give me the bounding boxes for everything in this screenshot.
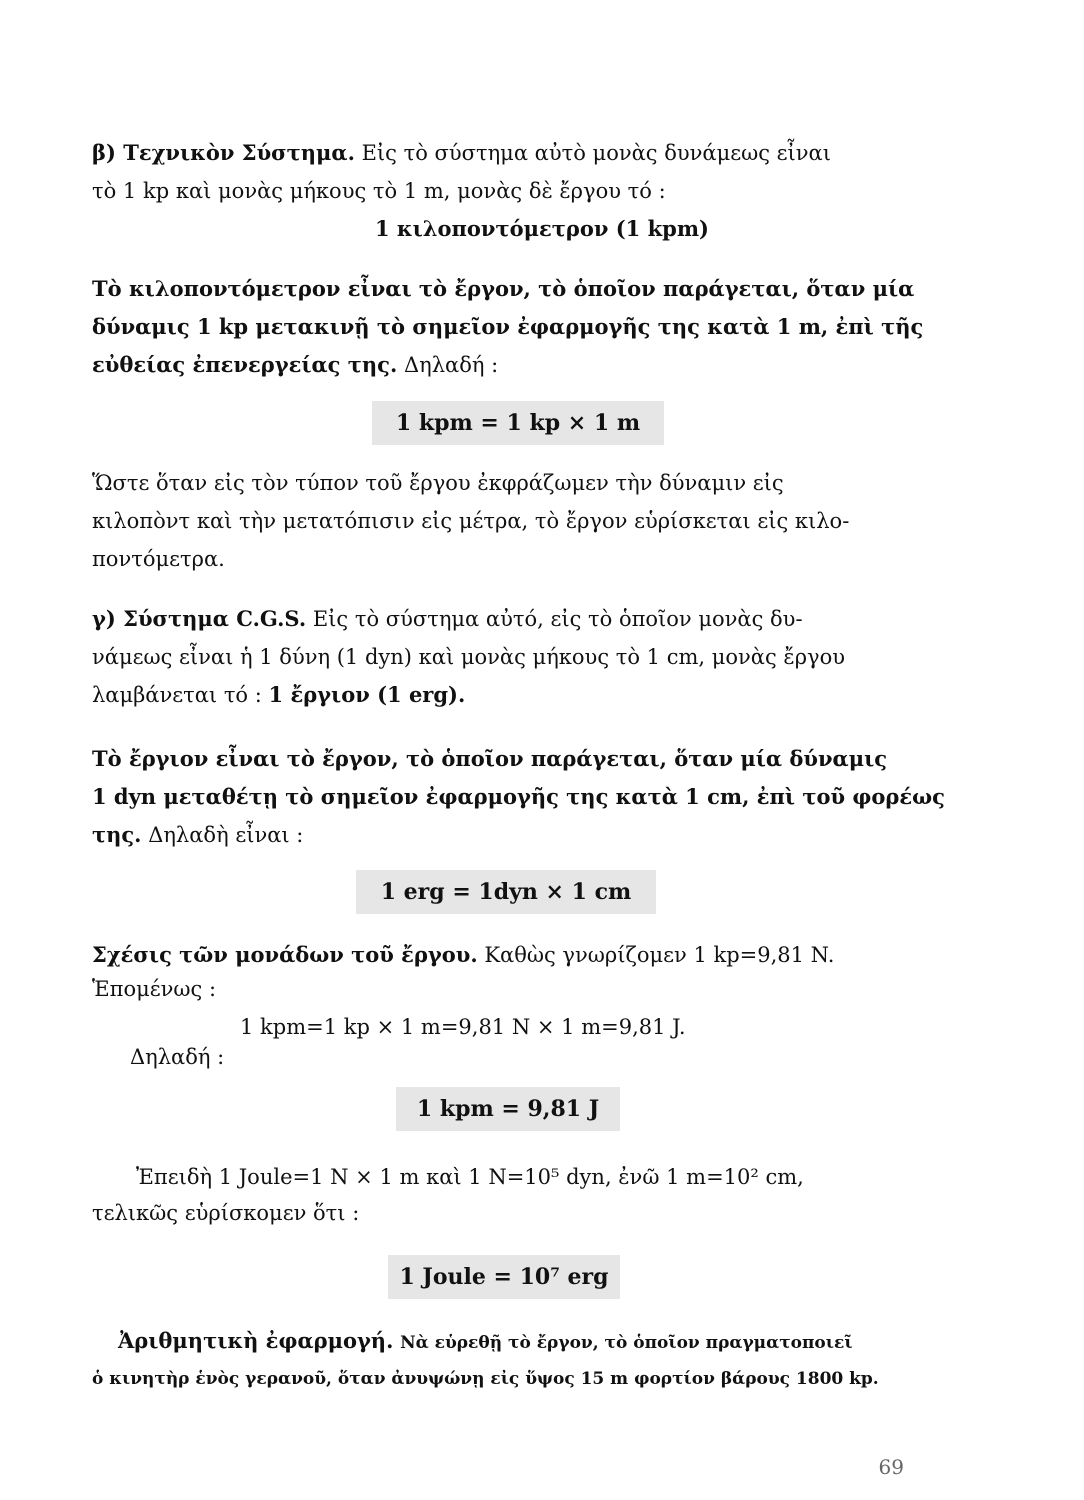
unit-definition-kpm: 1 κιλοποντόμετρον (1 kpm) — [374, 216, 709, 241]
paragraph-joule-erg-line-2: τελικῶς εὑρίσκομεν ὅτι : — [92, 1201, 360, 1225]
paragraph-numerical-application-line-1 — [118, 1324, 930, 1360]
text-span: Δηλαδή : — [403, 353, 499, 377]
erg-definition-line-2: 1 dyn μεταθέτῃ τὸ σημεῖον ἐφαρμογῆς της κατὰ 1 cm, ἐπὶ τοῦ φορέως — [92, 784, 945, 809]
kpm-definition-line-3 — [92, 348, 932, 382]
kpm-definition-line-1: Τὸ κιλοποντόμετρον εἶναι τὸ ἔργον, τὸ ὁποῖον παράγεται, ὅταν μία — [92, 276, 915, 301]
formula-kpm-joule: 1 kpm = 9,81 J — [396, 1087, 620, 1131]
page-number: 69 — [878, 1455, 904, 1479]
text-span: Δηλαδὴ εἶναι : — [148, 823, 304, 847]
paragraph-technical-system-line-2: τὸ 1 kp καὶ μονὰς μήκους τὸ 1 m, μονὰς δὲ ἔργου τό : — [92, 179, 666, 203]
paragraph-consequence-line-1: Ὥστε ὅταν εἰς τὸν τύπον τοῦ ἔργου ἐκφράζωμεν τὴν δύναμιν εἰς — [92, 471, 784, 495]
erg-definition-line-1: Τὸ ἔργιον εἶναι τὸ ἔργον, τὸ ὁποῖον παράγεται, ὅταν μία δύναμις — [92, 746, 888, 771]
text-span: Καθὼς γνωρίζομεν 1 kp=9,81 N. — [484, 943, 835, 967]
unit-definition-erg: 1 ἔργιον (1 erg). — [268, 682, 466, 707]
heading-technical-system: β) Τεχνικὸν Σύστημα. — [92, 140, 355, 165]
text-span: Εἰς τὸ σύστημα αὐτὸ μονὰς δυνάμεως εἶναι — [361, 141, 831, 165]
text-span-bold: Νὰ εὑρεθῇ τὸ ἔργον, τὸ ὁποῖον πραγματοποιεῖ — [400, 1333, 853, 1353]
formula-erg: 1 erg = 1dyn × 1 cm — [356, 870, 656, 914]
paragraph-numerical-application-line-2: ὁ κινητὴρ ἑνὸς γερανοῦ, ὅταν ἀνυψώνῃ εἰς ὕψος 15 m φορτίον βάρους 1800 kp. — [92, 1369, 879, 1389]
paragraph-unit-relations-line-2: Ἑπομένως : — [92, 977, 217, 1001]
erg-definition-line-3 — [92, 818, 932, 852]
paragraph-cgs-line-3 — [92, 678, 932, 712]
kpm-definition-line-2: δύναμις 1 kp μετακινῇ τὸ σημεῖον ἐφαρμογῆς της κατὰ 1 m, ἐπὶ τῆς — [92, 314, 924, 339]
heading-numerical-application: Ἀριθμητικὴ ἐφαρμογή. — [118, 1328, 394, 1353]
paragraph-unit-relations-line-4: Δηλαδή : — [130, 1045, 225, 1069]
text-span: λαμβάνεται τό : — [92, 683, 262, 707]
formula-kpm: 1 kpm = 1 kp × 1 m — [372, 401, 664, 445]
heading-cgs-system: γ) Σύστημα C.G.S. — [92, 606, 307, 631]
paragraph-consequence-line-2: κιλοπὸντ καὶ τὴν μετατόπισιν εἰς μέτρα, τὸ ἔργον εὑρίσκεται εἰς κιλο- — [92, 509, 850, 533]
text-span: Εἰς τὸ σύστημα αὐτό, εἰς τὸ ὁποῖον μονὰς δυ- — [312, 607, 803, 631]
paragraph-cgs-line-2: νάμεως εἶναι ἡ 1 δύνη (1 dyn) καὶ μονὰς μήκους τὸ 1 cm, μονὰς ἔργου — [92, 645, 845, 669]
paragraph-unit-relations-line-1 — [92, 938, 932, 972]
heading-unit-relations: Σχέσις τῶν μονάδων τοῦ ἔργου. — [92, 942, 478, 967]
text-span-bold: της. — [92, 822, 142, 847]
paragraph-joule-erg-line-1: Ἐπειδὴ 1 Joule=1 N × 1 m καὶ 1 N=10⁵ dyn, ἐνῶ 1 m=10² cm, — [136, 1165, 804, 1189]
formula-joule-erg: 1 Joule = 10⁷ erg — [388, 1255, 620, 1299]
paragraph-cgs-line-1 — [92, 602, 932, 636]
paragraph-technical-system-line-1 — [92, 136, 932, 170]
text-span-bold: εὐθείας ἐπενεργείας της. — [92, 352, 398, 377]
paragraph-consequence-line-3: ποντόμετρα. — [92, 547, 225, 571]
equation-kpm-to-joule: 1 kpm=1 kp × 1 m=9,81 N × 1 m=9,81 J. — [240, 1015, 686, 1039]
